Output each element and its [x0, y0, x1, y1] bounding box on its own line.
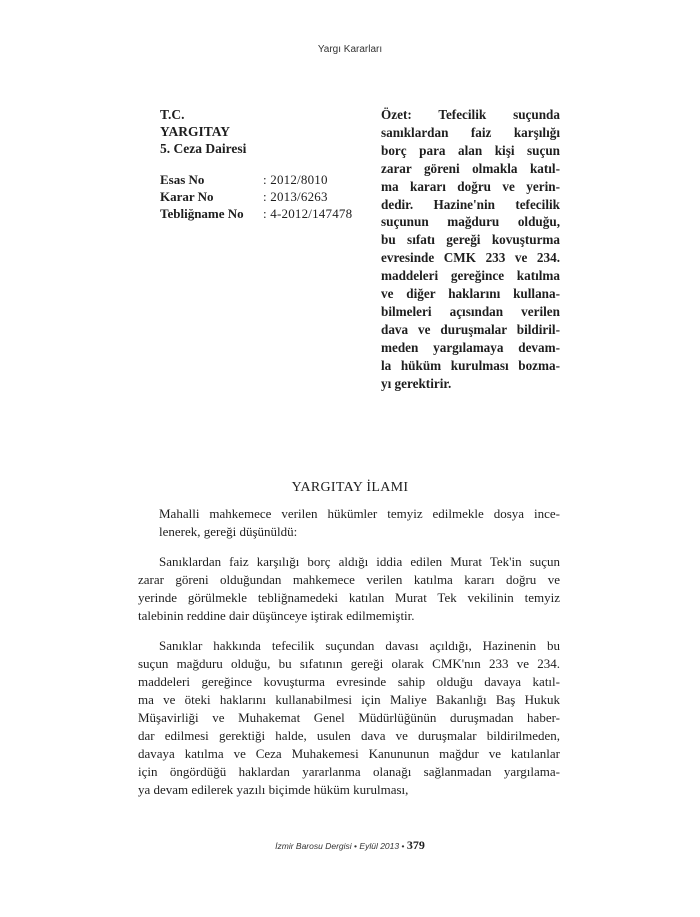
- paragraph-line: Mahalli mahkemece verilen hükümler temyiz edilmekle dosya ince-: [159, 506, 560, 521]
- summary-line: maddeleri gereğince katılma: [381, 268, 560, 284]
- summary-line: bilmeleri açısından verilen: [381, 303, 560, 319]
- ref-row: [160, 205, 370, 222]
- summary-line: Özet: Tefecilik suçunda: [381, 107, 560, 122]
- court-header: [160, 106, 365, 157]
- ref-value: : 2012/8010: [263, 172, 328, 187]
- summary-line: dedir. Hazine'nin tefecilik: [381, 196, 560, 212]
- body-paragraph: [138, 553, 560, 625]
- ref-label: Esas No: [160, 172, 205, 187]
- body-paragraph: [138, 505, 560, 541]
- paragraph-line: Müşavirliği ve Muhakemat Genel Müdürlüğünün duruşmadan haber-: [138, 710, 560, 725]
- paragraph-line: dar edilmesi gerektiği halde, usulen dava ve duruşmalar bildirilmeden,: [138, 728, 560, 743]
- footer-issue: Eylül 2013: [359, 841, 400, 851]
- court-country: T.C.: [160, 107, 185, 122]
- court-name: YARGITAY: [160, 124, 231, 139]
- summary-line: zarar göreni olmakla katıl-: [381, 160, 560, 176]
- court-chamber: 5. Ceza Dairesi: [160, 141, 247, 156]
- paragraph-line: lenerek, gereği düşünüldü:: [159, 524, 298, 539]
- paragraph-line: maddeleri gereğince kovuşturma evresinde sahip olduğu davaya katıl-: [138, 674, 560, 689]
- summary-line: bu sıfatı gereği kovuşturma: [381, 232, 560, 248]
- summary-line: borç para alan kişi suçun: [381, 142, 560, 158]
- page-number: 379: [406, 838, 425, 852]
- decision-body: [138, 505, 560, 811]
- summary-line: ve diğer haklarını kullana-: [381, 286, 560, 302]
- summary-line: suçunun mağduru olduğu,: [381, 214, 560, 230]
- paragraph-line: için öngördüğü haklardan yararlanma olanağı sağlanmadan yargılama-: [138, 764, 560, 779]
- body-paragraph: [138, 637, 560, 799]
- paragraph-line: davaya katılma ve Ceza Muhakemesi Kanununun mağdur ve katılanlar: [138, 746, 560, 761]
- ref-value: : 2013/6263: [263, 189, 328, 204]
- summary-line: sanıklardan faiz karşılığı: [381, 124, 560, 140]
- running-head: Yargı Kararları: [317, 44, 383, 55]
- paragraph-line: Sanıklar hakkında tefecilik suçundan davası açıldığı, Hazinenin bu: [159, 638, 560, 653]
- summary-line: dava ve duruşmalar bildiril-: [381, 321, 560, 337]
- footer-separator: •: [401, 841, 405, 851]
- paragraph-line: ma ve öteki haklarını kullanabilmesi için Maliye Bakanlığı Baş Hukuk: [138, 692, 560, 707]
- section-title: YARGITAY İLAMI: [291, 480, 409, 495]
- ref-label: Karar No: [160, 189, 214, 204]
- paragraph-line: zarar göreni olduğundan mahkemece verilen katılma kararı doğru ve: [138, 572, 560, 587]
- page-footer: [0, 838, 700, 853]
- summary-line: la hüküm kurulması bozma-: [381, 357, 560, 373]
- paragraph-line: yerinde görülmekle tebliğnamedeki katılan Murat Tek vekilinin temyiz: [138, 590, 560, 605]
- footer-separator: •: [354, 841, 358, 851]
- summary-line: ma kararı doğru ve yerin-: [381, 178, 560, 194]
- paragraph-line: talebinin reddine dair düşünceye iştirak edilmemiştir.: [138, 608, 415, 623]
- ref-row: [160, 171, 370, 188]
- summary-box: [381, 106, 560, 393]
- summary-line: meden yargılamaya devam-: [381, 339, 560, 355]
- paragraph-line: Sanıklardan faiz karşılığı borç aldığı iddia edilen Murat Tek'in suçun: [159, 554, 560, 569]
- summary-line: evresinde CMK 233 ve 234.: [381, 250, 560, 266]
- ref-value: : 4-2012/147478: [263, 206, 353, 221]
- ref-row: [160, 188, 370, 205]
- paragraph-line: ya devam edilerek yazılı biçimde hüküm kurulması,: [138, 782, 409, 797]
- footer-journal: İzmir Barosu Dergisi: [275, 841, 352, 851]
- paragraph-line: suçun mağduru olduğu, bu sıfatının gereği olarak CMK'nın 233 ve 234.: [138, 656, 560, 671]
- case-references: [160, 171, 370, 222]
- summary-line: yı gerektirir.: [381, 375, 452, 391]
- ref-label: Tebliğname No: [160, 206, 244, 221]
